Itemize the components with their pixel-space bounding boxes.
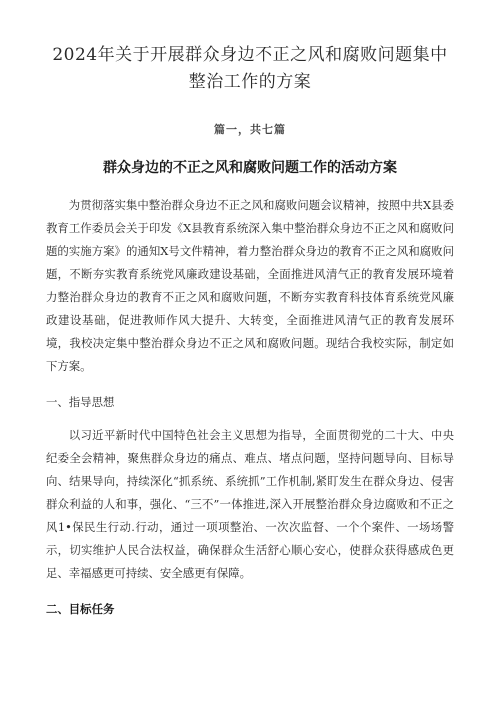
heading-goals-tasks: 二、目标任务 [46,602,115,616]
document-title [46,42,454,96]
section-label: 篇一，共七篇 [214,123,286,136]
document-title-line-1: 2024年关于开展群众身边不正之风和腐败问题集中 [52,45,448,65]
heading-guiding-thought: 一、指导思想 [46,395,115,409]
document-title-line-2: 整治工作的方案 [188,72,312,92]
article-title: 群众身边的不正之风和腐败问题工作的活动方案 [103,160,397,176]
paragraph-intro: 为贯彻落实集中整治群众身边不正之风和腐败问题会议精神，按照中共X县委教育工作委员会关于印发《X县教育系统深入集中整治群众身边不正之风和腐败问题的实施方案》的通知X号文件精神，着力整治群众身边的教育不正之风和腐败问题，不断夯实教育系统党风廉政建设基础，全面推进风清气正的教育发展环境着力整治群众身边的教育不正之风和腐败问题，不断夯实教育科技体育系统党风廉政建设基础，促进教师作风大提升、大转变，全面推进风清气正的教育发展环境，我校决定集中整治群众身边不正之风和腐败问题。现结合我校实际，制定如下方案。 [46,198,454,373]
paragraph-guiding-thought: 以习近平新时代中国特色社会主义思想为指导，全面贯彻党的二十大、中央纪委全会精神，聚焦群众身边的痛点、难点、堵点问题，坚持问题导向、目标导向、结果导向，持续深化“抓系统、系统抓”工作机制,紧盯发生在群众身边、侵害群众利益的人和事，强化、“三不”一体推进,深入开展整治群众身边腐败和不正之风1•保民生行动.行动，通过一项项整治、一次次监督、一个个案件、一场场警示，切实维护人民合法权益，确保群众生活舒心顺心安心，使群众获得感成色更足、幸福感更可持续、安全感更有保障。 [46,428,454,580]
